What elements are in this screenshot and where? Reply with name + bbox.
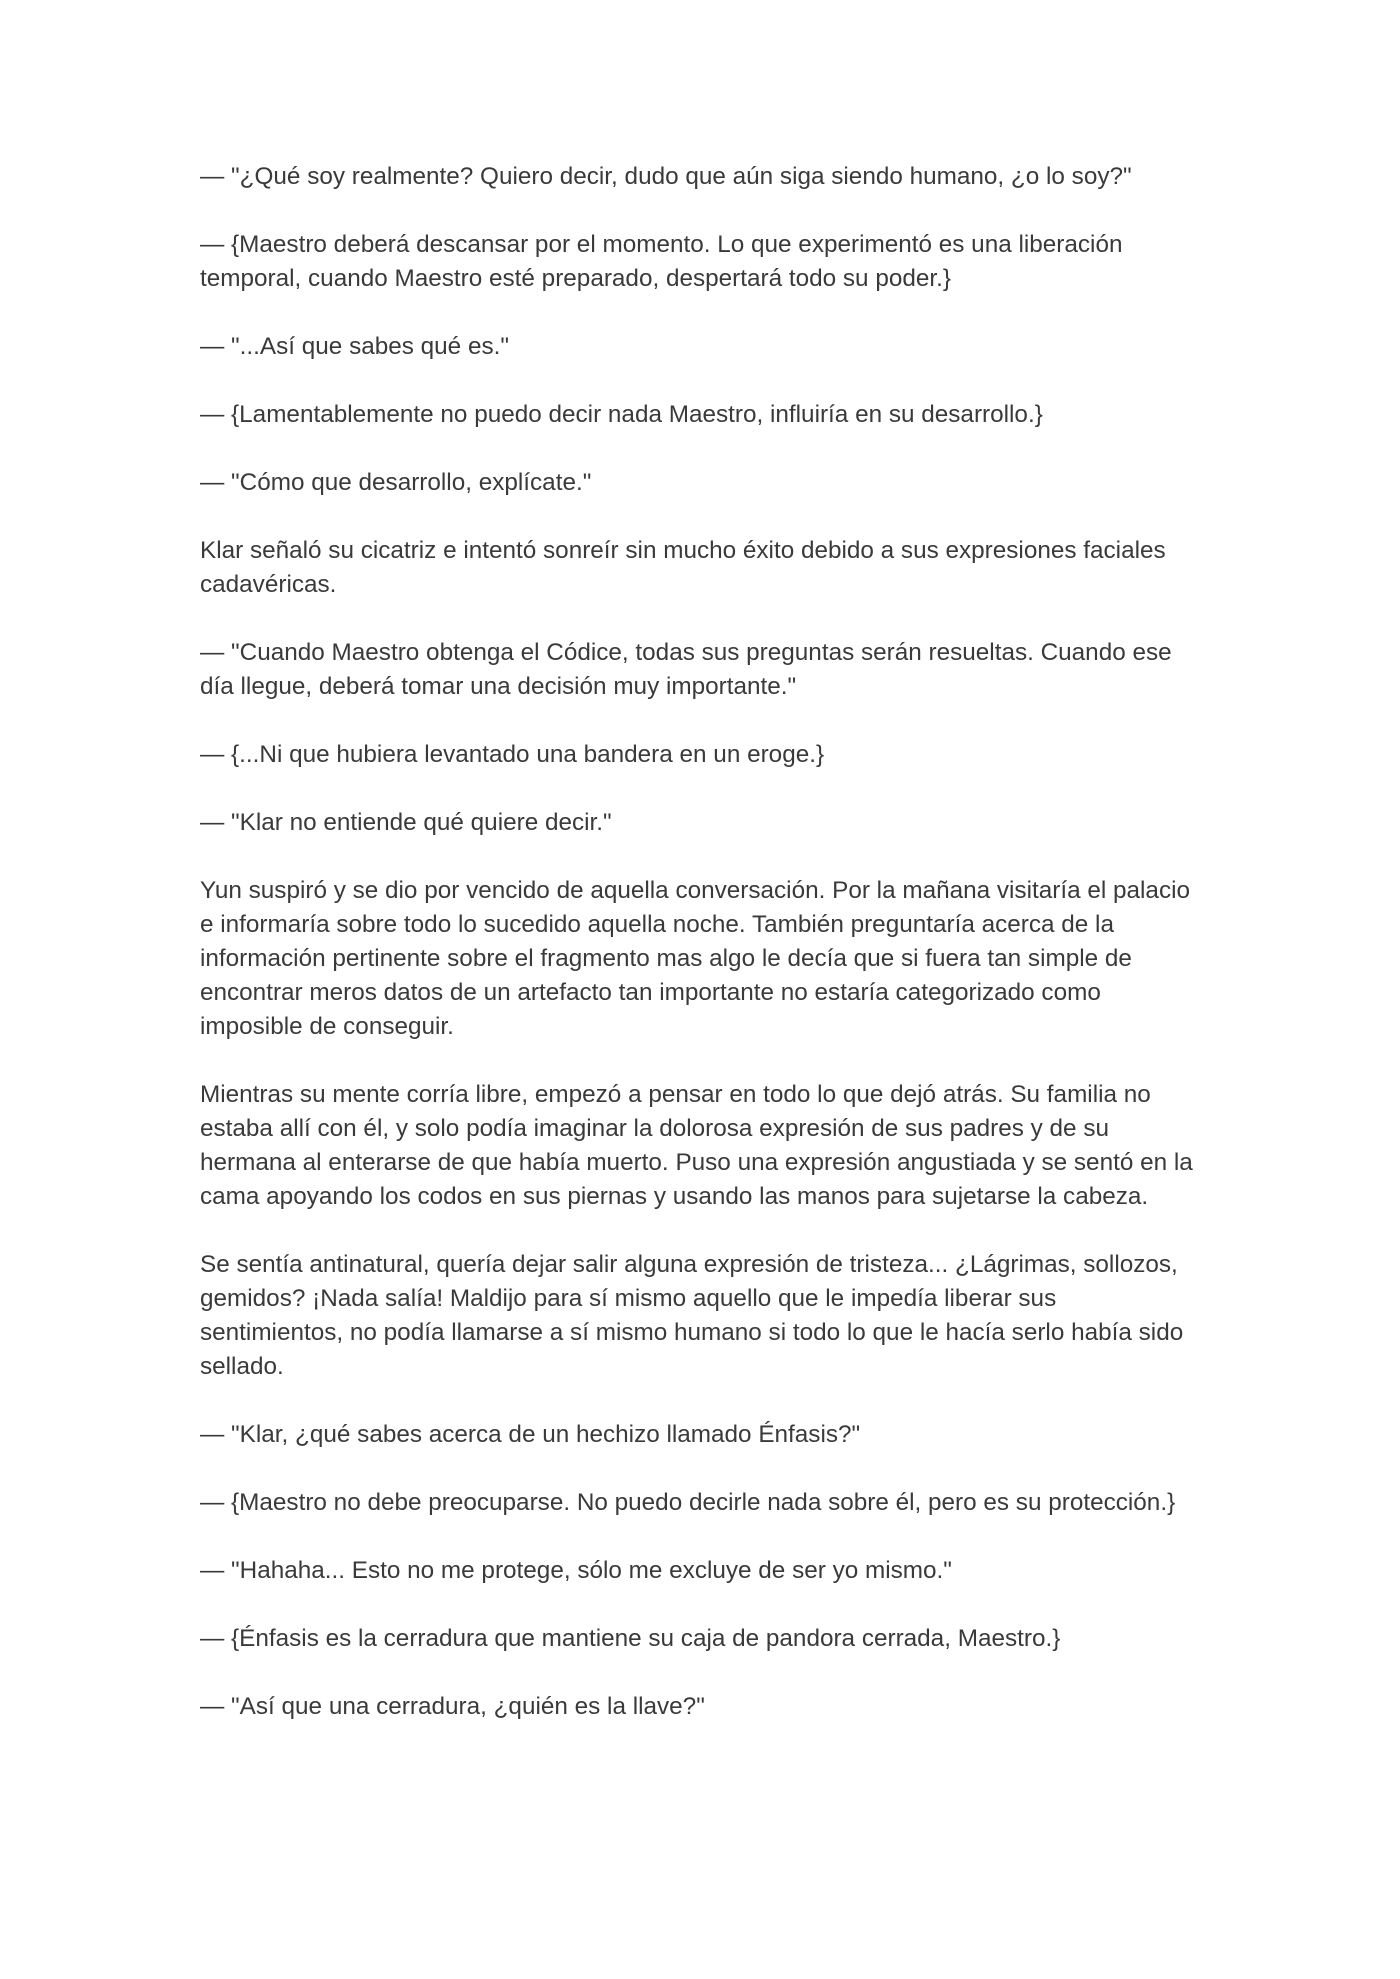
paragraph: Klar señaló su cicatriz e intentó sonreír sin mucho éxito debido a sus expresiones faciales cadavéricas. xyxy=(200,537,1166,598)
paragraph: — {Lamentablemente no puedo decir nada Maestro, influiría en su desarrollo.} xyxy=(200,401,1043,428)
paragraph: — {Maestro no debe preocuparse. No puedo decirle nada sobre él, pero es su protección.} xyxy=(200,1489,1176,1516)
paragraph: — {Maestro deberá descansar por el momento. Lo que experimentó es una liberación temporal, cuando Maestro esté preparado, despertará todo su poder.} xyxy=(200,231,1123,292)
paragraph: — "Cuando Maestro obtenga el Códice, todas sus preguntas serán resueltas. Cuando ese día llegue, deberá tomar una decisión muy importante." xyxy=(200,639,1172,700)
paragraph: — "¿Qué soy realmente? Quiero decir, dudo que aún siga siendo humano, ¿o lo soy?" xyxy=(200,163,1132,190)
paragraph: — {Énfasis es la cerradura que mantiene su caja de pandora cerrada, Maestro.} xyxy=(200,1625,1061,1652)
paragraph: — "Klar no entiende qué quiere decir." xyxy=(200,809,612,836)
paragraph: Mientras su mente corría libre, empezó a pensar en todo lo que dejó atrás. Su familia no estaba allí con él, y solo podía imaginar la dolorosa expresión de sus padres y de su hermana al enterarse de que había muerto. Puso una expresión angustiada y se sentó en la cama apoyando los codos en sus piernas y usando las manos para sujetarse la cabeza. xyxy=(200,1081,1193,1210)
paragraph: — "Hahaha... Esto no me protege, sólo me excluye de ser yo mismo." xyxy=(200,1557,952,1584)
paragraph: — {...Ni que hubiera levantado una bandera en un eroge.} xyxy=(200,741,825,768)
paragraph: — "Klar, ¿qué sabes acerca de un hechizo llamado Énfasis?" xyxy=(200,1421,861,1448)
paragraph: — "...Así que sabes qué es." xyxy=(200,333,509,360)
document-page xyxy=(200,160,1200,1758)
paragraph: Yun suspiró y se dio por vencido de aquella conversación. Por la mañana visitaría el palacio e informaría sobre todo lo sucedido aquella noche. También preguntaría acerca de la información pertinente sobre el fragmento mas algo le decía que si fuera tan simple de encontrar meros datos de un artefacto tan importante no estaría categorizado como imposible de conseguir. xyxy=(200,877,1191,1040)
paragraph: — "Así que una cerradura, ¿quién es la llave?" xyxy=(200,1693,705,1720)
paragraph: — "Cómo que desarrollo, explícate." xyxy=(200,469,592,496)
paragraph: Se sentía antinatural, quería dejar salir alguna expresión de tristeza... ¿Lágrimas, sollozos, gemidos? ¡Nada salía! Maldijo para sí mismo aquello que le impedía liberar sus sentimientos, no podía llamarse a sí mismo humano si todo lo que le hacía serlo había sido sellado. xyxy=(200,1251,1184,1380)
